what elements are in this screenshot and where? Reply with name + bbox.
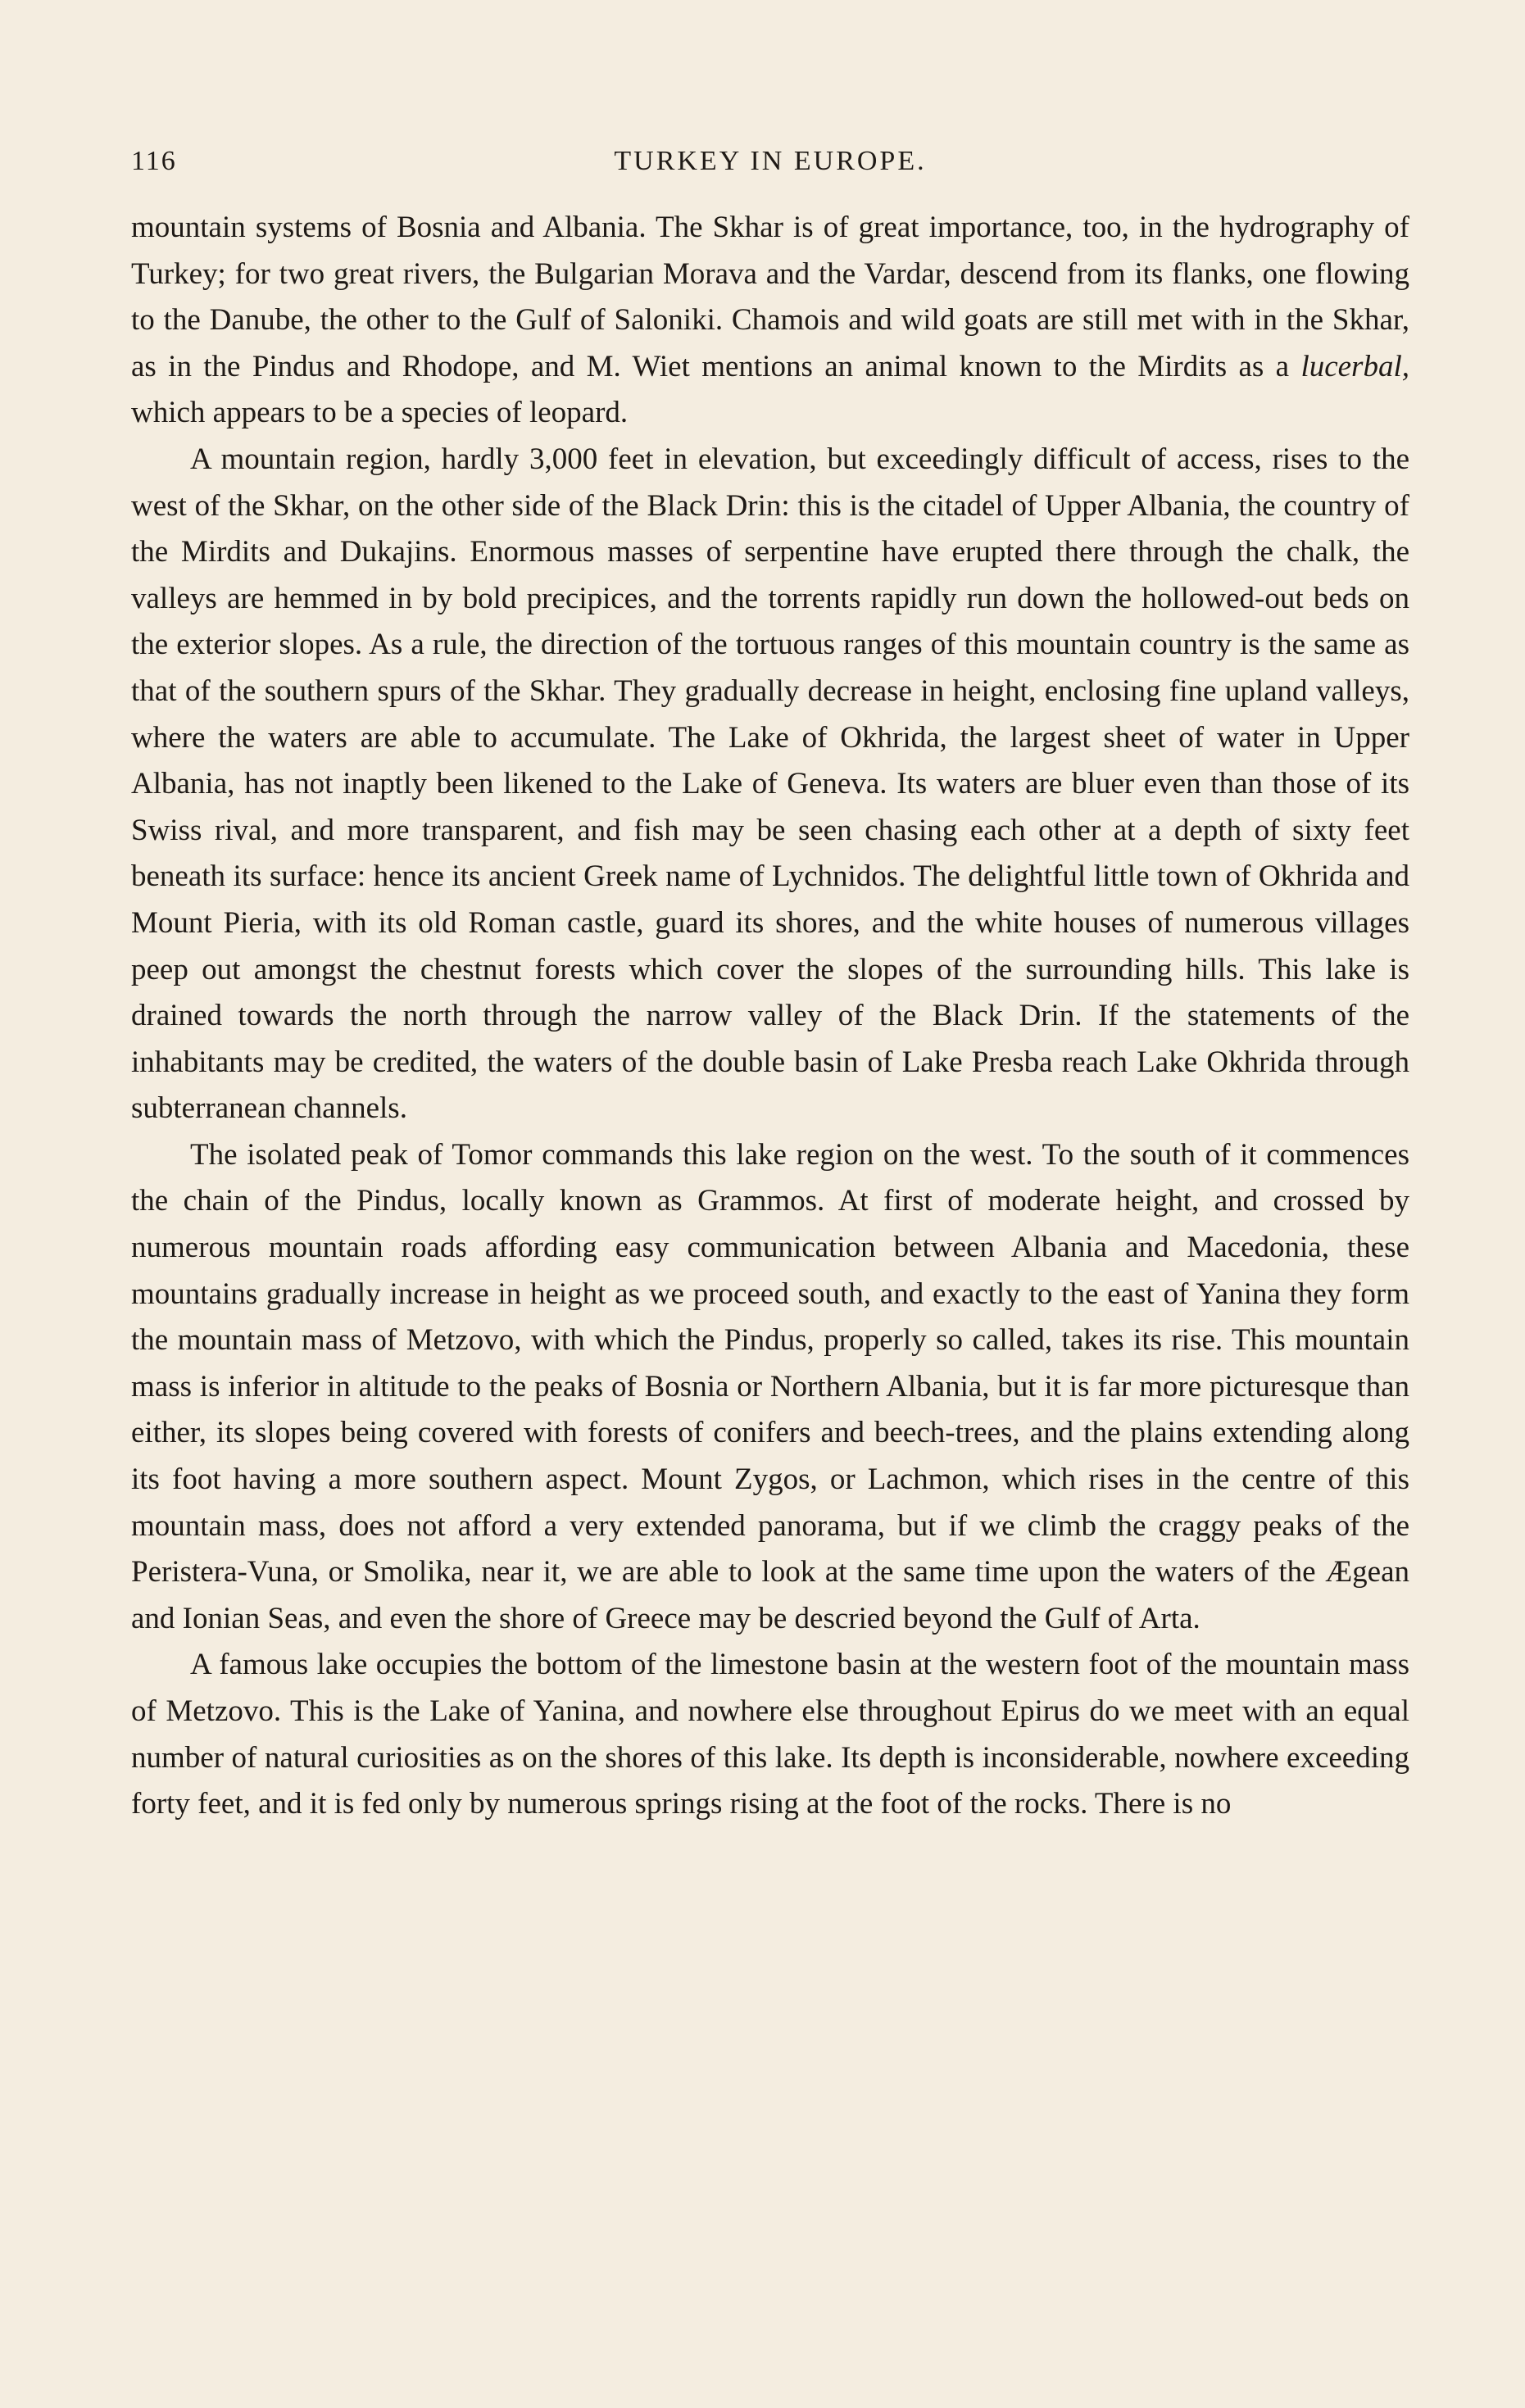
paragraph-2: A mountain region, hardly 3,000 feet in elevation, but exceedingly difficult of access, rises to the west of the Skhar, on the other side of the Black Drin: this is the citadel of Upper Albania, the country of the Mirdits and Dukajins. Enormous masses of serpentine have erupted there through the chalk, the valleys are hemmed in by bold precipices, and the torrents rapidly run down the hollowed-out beds on the exterior slopes. As a rule, the direction of the tortuous ranges of this mountain country is the same as that of the southern spurs of the Skhar. They gradually decrease in height, enclosing fine upland valleys, where the waters are able to accumulate. The Lake of Okhrida, the largest sheet of water in Upper Albania, has not inaptly been likened to the Lake of Geneva. Its waters are bluer even than those of its Swiss rival, and more transparent, and fish may be seen chasing each other at a depth of sixty feet beneath its surface: hence its ancient Greek name of Lychnidos. The delightful little town of Okhrida and Mount Pieria, with its old Roman castle, guard its shores, and the white houses of numerous villages peep out amongst the chestnut forests which cover the slopes of the surrounding hills. This lake is drained towards the north through the narrow valley of the Black Drin. If the statements of the inhabitants may be credited, the waters of the double basin of Lake Presba reach Lake Okhrida through subterranean channels. bbox=[131, 442, 1409, 1126]
page-number: 116 bbox=[131, 146, 177, 176]
paragraph-4: A famous lake occupies the bottom of the limestone basin at the western foot of the mountain mass of Metzovo. This is the Lake of Yanina, and nowhere else throughout Epirus do we meet with an equal number of natural curiosities as on the shores of this lake. Its depth is inconsiderable, nowhere exceeding forty feet, and it is fed only by numerous springs rising at the foot of the rocks. There is no bbox=[131, 1648, 1409, 1821]
body-text bbox=[131, 205, 1409, 1828]
running-title: TURKEY IN EUROPE. bbox=[614, 146, 927, 176]
paragraph-1 bbox=[131, 205, 1409, 437]
italic-term: lucerbal, bbox=[1300, 349, 1409, 383]
paragraph-1-ending: which appears to be a species of leopard. bbox=[131, 396, 629, 430]
running-head bbox=[131, 123, 1409, 176]
paragraph-3: The isolated peak of Tomor commands this lake region on the west. To the south of it commences the chain of the Pindus, locally known as Grammos. At first of moderate height, and crossed by numerous mountain roads affording easy communication between Albania and Macedonia, these mountains gradually increase in height as we proceed south, and exactly to the east of Yanina they form the mountain mass of Metzovo, with which the Pindus, properly so called, takes its rise. This mountain mass is inferior in altitude to the peaks of Bosnia or Northern Albania, but it is far more picturesque than either, its slopes being covered with forests of conifers and beech-trees, and the plains extending along its foot having a more southern aspect. Mount Zygos, or Lachmon, which rises in the centre of this mountain mass, does not afford a very extended panorama, but if we climb the craggy peaks of the Peristera-Vuna, or Smolika, near it, we are able to look at the same time upon the waters of the Ægean and Ionian Seas, and even the shore of Greece may be descried beyond the Gulf of Arta. bbox=[131, 1137, 1409, 1635]
paragraph-1-text: mountain systems of Bosnia and Albania. The Skhar is of great importance, too, in the hydrography of Turkey; for two great rivers, the Bulgarian Morava and the Vardar, descend from its flanks, one flowing to the Danube, the other to the Gulf of Saloniki. Chamois and wild goats are still met with in the Skhar, as in the Pindus and Rhodope, and M. Wiet mentions an animal known to the Mirdits as a bbox=[131, 211, 1409, 383]
book-page bbox=[131, 123, 1409, 1828]
